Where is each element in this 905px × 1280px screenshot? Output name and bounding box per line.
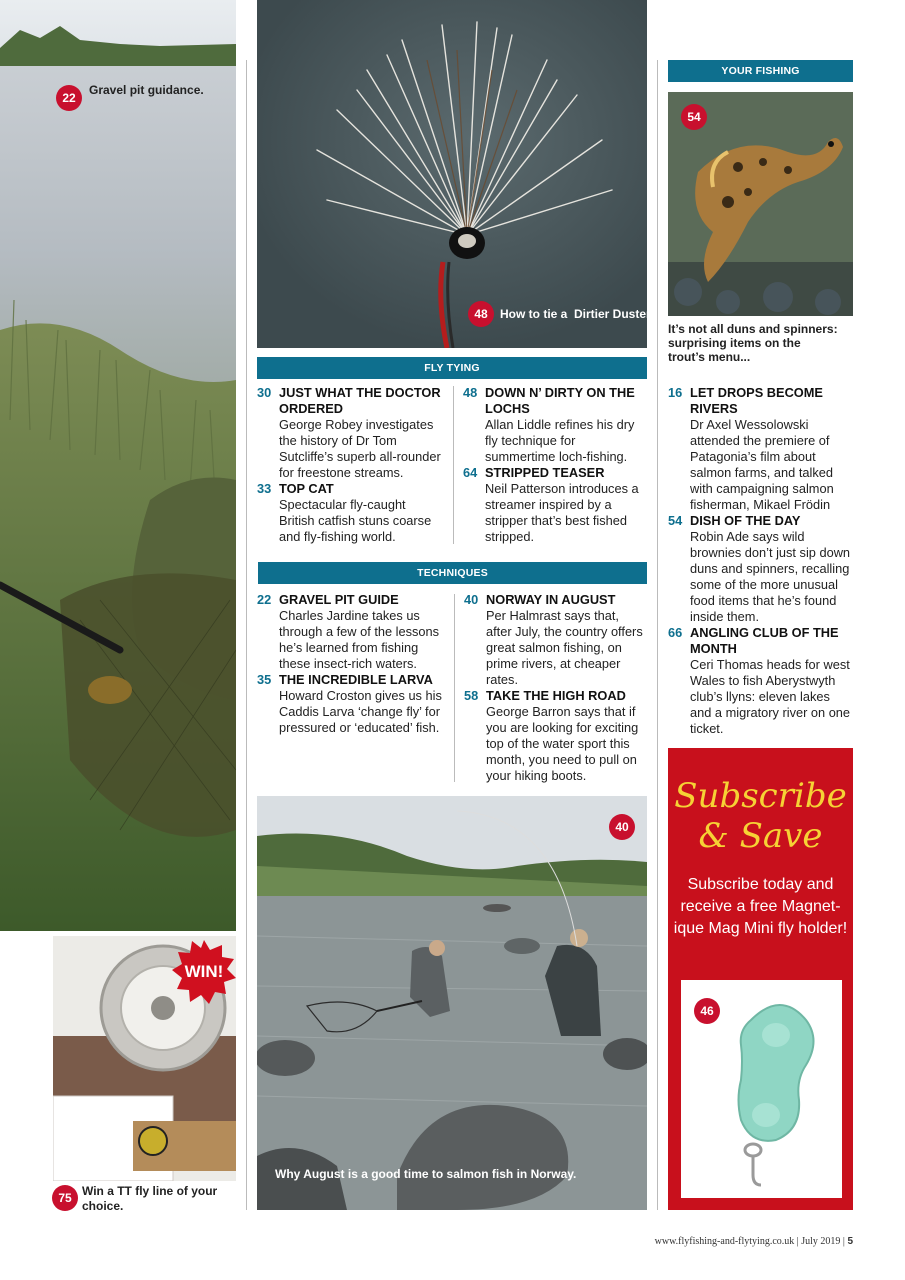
toc-item[interactable] (463, 465, 646, 545)
toc-page: 58 (464, 688, 479, 703)
toc-page: 64 (463, 465, 478, 480)
fly-tying-divider (453, 386, 454, 544)
toc-desc: Charles Jardine takes us through a few of the lessons he’s learned from fishing these insect-rich waters. (279, 608, 440, 671)
toc-desc: George Robey investigates the history of Dr Tom Sutcliffe’s superb all-rounder for freestone streams. (279, 417, 441, 480)
toc-desc: Ceri Thomas heads for west Wales to fish Aberystwyth club’s llyns: eleven lakes and a migratory river on one ticket. (690, 657, 851, 736)
fly-line-caption: Win a TT fly line of your choice. (82, 1184, 218, 1213)
dirtier-duster-badge: 48 (468, 301, 494, 327)
win-label: WIN! (184, 962, 224, 981)
toc-desc: Dr Axel Wessolowski attended the premiere of Patagonia’s film about salmon farms, and talked with campaigning salmon fisherman, Mikael Frödin (690, 417, 834, 512)
norway-badge: 40 (609, 814, 635, 840)
toc-desc: Neil Patterson introduces a streamer inspired by a stripper that’s best fished stripped. (485, 481, 639, 544)
toc-desc: Robin Ade says wild brownies don’t just sip down duns and spinners, recalling some of the more unusual food items that he’s found inside them. (690, 529, 851, 624)
toc-title: DISH OF THE DAY (690, 513, 801, 528)
toc-title: ANGLING CLUB OF THE MONTH (690, 625, 839, 656)
toc-page: 35 (257, 672, 272, 687)
toc-title: TOP CAT (279, 481, 334, 496)
toc-page: 40 (464, 592, 479, 607)
newt-badge: 54 (681, 104, 707, 130)
footer-site: www.flyfishing-and-flytying.co.uk | July 2019 | (654, 1236, 848, 1247)
toc-page: 54 (668, 513, 683, 528)
your-fishing-bar: YOUR FISHING (668, 60, 853, 82)
toc-item[interactable] (257, 481, 442, 545)
toc-desc: George Barron says that if you are looking for exciting top of the water sport this month, you need to pull on your hiking boots. (486, 704, 639, 783)
gravel-pit-badge: 22 (56, 85, 82, 111)
subscribe-body: Subscribe today and receive a free Magnet-ique Mag Mini fly holder! (673, 876, 848, 937)
toc-page: 22 (257, 592, 272, 607)
toc-item[interactable] (463, 385, 646, 465)
toc-page: 16 (668, 385, 683, 400)
toc-item[interactable] (464, 688, 646, 784)
norway-image (257, 796, 647, 1210)
toc-title: DOWN N’ DIRTY ON THE LOCHS (485, 385, 635, 416)
fly-holder-badge: 46 (694, 998, 720, 1024)
subscribe-title-line2: & Save (698, 816, 823, 856)
page-number: 5 (847, 1236, 853, 1247)
toc-desc: Howard Croston gives us his Caddis Larva ‘change fly’ for pressured or ‘educated’ fish. (279, 688, 442, 735)
gravel-pit-caption: Gravel pit guidance. (89, 83, 204, 97)
toc-item[interactable] (257, 672, 442, 736)
toc-page: 33 (257, 481, 272, 496)
fly-tying-right-column (463, 385, 646, 545)
left-column-rule (246, 60, 247, 1210)
fly-tying-left-column (257, 385, 442, 545)
toc-title: JUST WHAT THE DOCTOR ORDERED (279, 385, 441, 416)
subscribe-panel[interactable] (668, 748, 853, 1210)
toc-title: STRIPPED TEASER (485, 465, 605, 480)
subscribe-title-line1: Subscribe (674, 776, 847, 816)
toc-page: 30 (257, 385, 272, 400)
toc-desc: Per Halmrast says that, after July, the country offers great salmon fishing, on prime rivers, at cheaper rates. (486, 608, 643, 687)
toc-title: NORWAY IN AUGUST (486, 592, 616, 607)
toc-item[interactable] (257, 592, 442, 672)
norway-caption: Why August is a good time to salmon fish in Norway. (275, 1167, 577, 1181)
toc-title: LET DROPS BECOME RIVERS (690, 385, 823, 416)
fly-tying-bar: FLY TYING (257, 357, 647, 379)
toc-title: TAKE THE HIGH ROAD (486, 688, 626, 703)
toc-title: THE INCREDIBLE LARVA (279, 672, 433, 687)
newt-caption: It’s not all duns and spinners: surprising items on the trout’s menu... (668, 322, 838, 364)
right-column-rule (657, 60, 658, 1210)
toc-item[interactable] (257, 385, 442, 481)
dirtier-duster-image (257, 0, 654, 348)
techniques-divider (454, 594, 455, 782)
toc-page: 66 (668, 625, 683, 640)
toc-desc: Allan Liddle refines his dry fly technique for summertime loch-fishing. (485, 417, 635, 464)
toc-title: GRAVEL PIT GUIDE (279, 592, 399, 607)
norway-photo (257, 796, 647, 1210)
dirtier-duster-caption: How to tie a Dirtier Duster. (500, 307, 654, 321)
toc-item[interactable] (668, 513, 854, 625)
subscribe-title (668, 776, 853, 856)
techniques-bar: TECHNIQUES (258, 562, 647, 584)
toc-page: 48 (463, 385, 478, 400)
your-fishing-column (668, 385, 854, 737)
dirtier-duster-photo (257, 0, 654, 348)
toc-item[interactable] (464, 592, 646, 688)
gravel-pit-photo (0, 0, 236, 931)
toc-item[interactable] (668, 625, 854, 737)
techniques-right-column (464, 592, 646, 784)
techniques-left-column (257, 592, 442, 736)
toc-item[interactable] (668, 385, 854, 513)
gravel-pit-image (0, 0, 236, 931)
fly-line-badge: 75 (52, 1185, 78, 1211)
page-footer (560, 1236, 853, 1247)
toc-desc: Spectacular fly-caught British catfish stuns coarse and fly-fishing world. (279, 497, 432, 544)
